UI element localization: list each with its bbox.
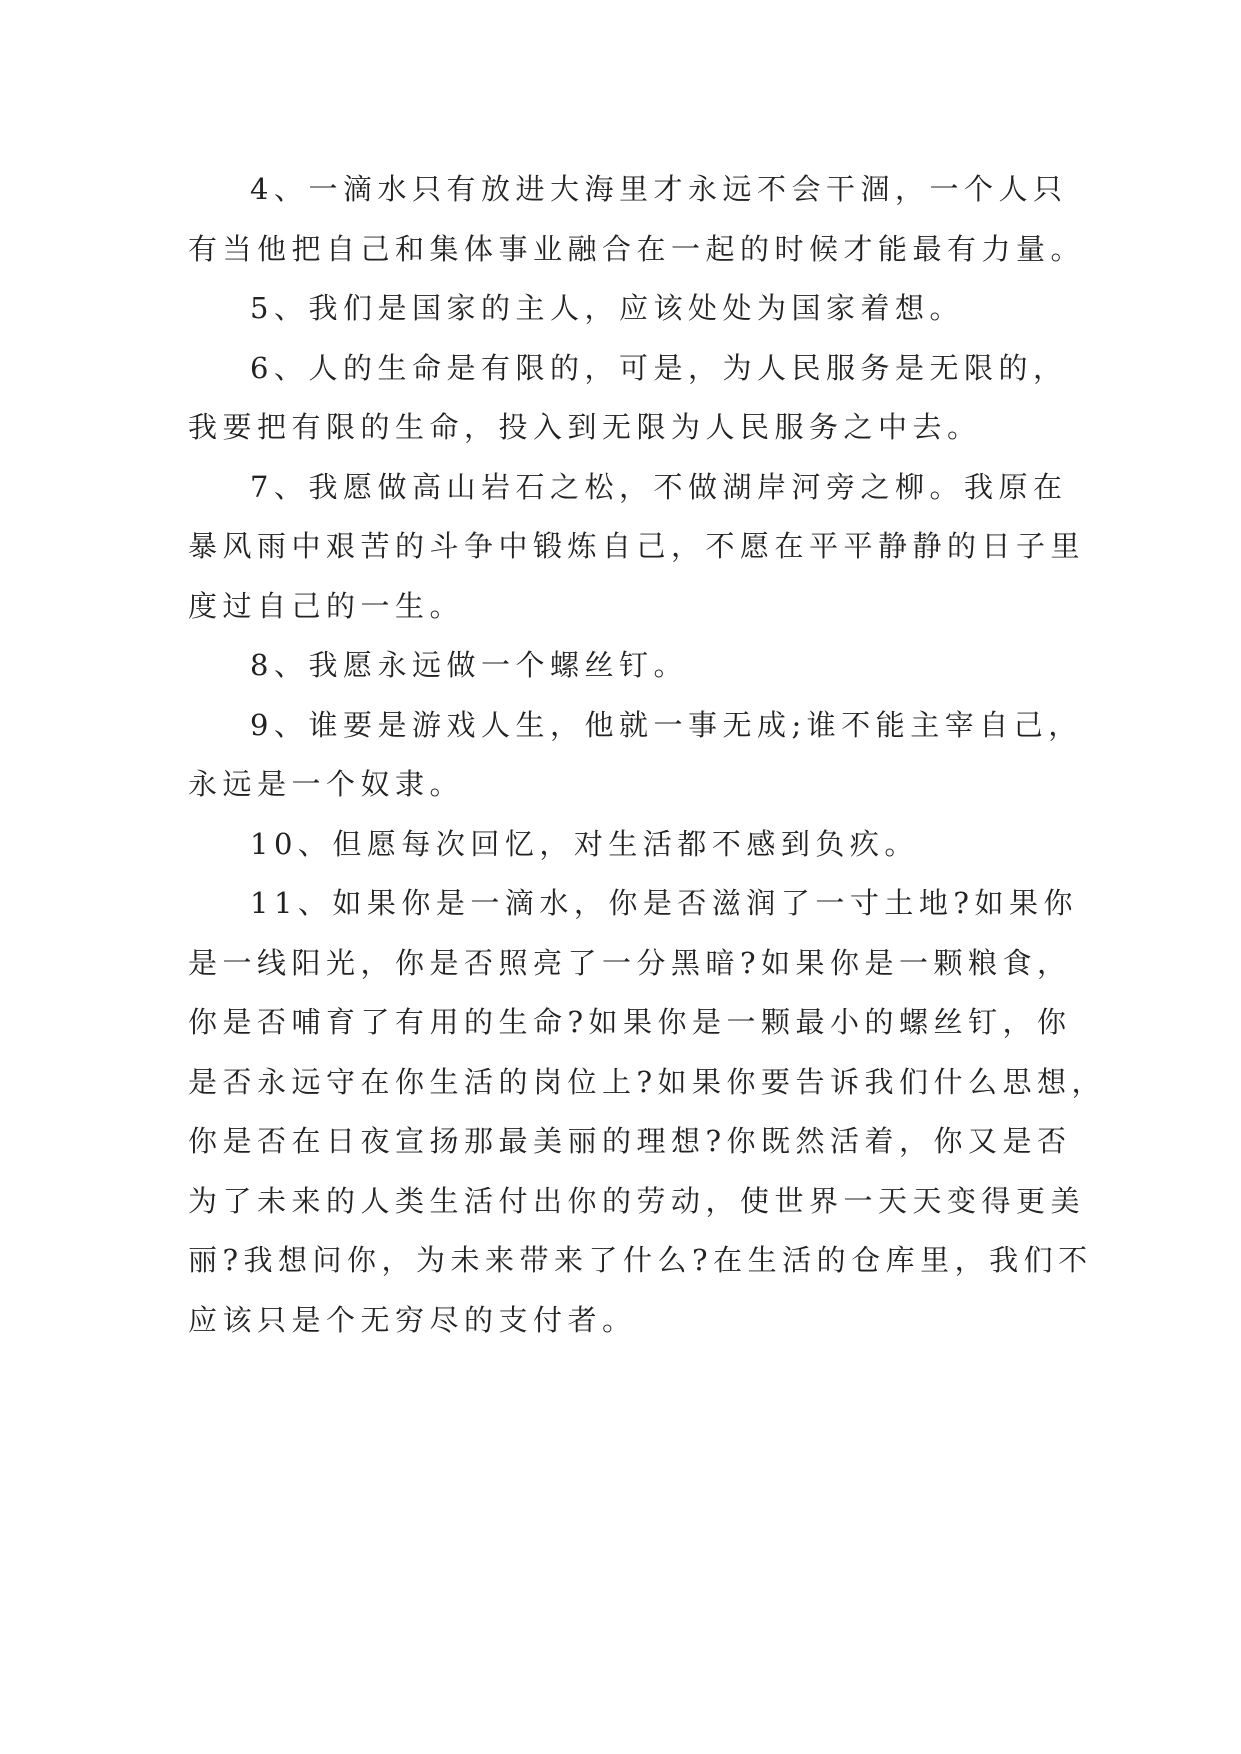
paragraph-6 (188, 339, 1068, 458)
text-line: 4、一滴水只有放进大海里才永远不会干涸，一个人只 (250, 172, 1068, 206)
text-line: 8、我愿永远做一个螺丝钉。 (250, 648, 688, 682)
text-line: 你是否哺育了有用的生命?如果你是一颗最小的螺丝钉，你 (188, 1005, 1072, 1039)
paragraph-4 (188, 160, 1086, 279)
paragraph-7 (188, 458, 1086, 637)
text-line: 5、我们是国家的主人，应该处处为国家着想。 (250, 291, 964, 325)
text-line: 我要把有限的生命，投入到无限为人民服务之中去。 (188, 410, 982, 444)
text-line: 是否永远守在你生活的岗位上?如果你要告诉我们什么思想， (188, 1064, 1107, 1099)
text-line: 应该只是个无穷尽的支付者。 (188, 1302, 637, 1337)
document-body (188, 160, 1107, 1350)
paragraph-9 (188, 696, 1083, 815)
text-line: 永远是一个奴隶。 (188, 767, 465, 801)
paragraph-8 (188, 636, 1068, 696)
paragraph-11 (188, 874, 1107, 1350)
paragraph-5 (188, 279, 1068, 339)
text-line: 9、谁要是游戏人生，他就一事无成;谁不能主宰自己， (250, 707, 1083, 742)
paragraph-10 (188, 815, 1068, 875)
text-line: 6、人的生命是有限的，可是，为人民服务是无限的， (250, 350, 1068, 385)
text-line: 10、但愿每次回忆，对生活都不感到负疚。 (250, 826, 919, 861)
text-line: 暴风雨中艰苦的斗争中锻炼自己，不愿在平平静静的日子里 (188, 529, 1086, 563)
text-line: 丽?我想问你，为未来带来了什么?在生活的仓库里，我们不 (188, 1243, 1093, 1277)
text-line: 度过自己的一生。 (188, 588, 465, 623)
text-line: 为了未来的人类生活付出你的劳动，使世界一天天变得更美 (188, 1183, 1086, 1218)
text-line: 是一线阳光，你是否照亮了一分黑暗?如果你是一颗粮食， (188, 945, 1072, 980)
text-line: 有当他把自己和集体事业融合在一起的时候才能最有力量。 (188, 231, 1086, 266)
text-line: 11、如果你是一滴水，你是否滋润了一寸土地?如果你 (250, 886, 1078, 920)
text-line: 7、我愿做高山岩石之松，不做湖岸河旁之柳。我原在 (250, 469, 1068, 504)
text-line: 你是否在日夜宣扬那最美丽的理想?你既然活着，你又是否 (188, 1124, 1072, 1158)
